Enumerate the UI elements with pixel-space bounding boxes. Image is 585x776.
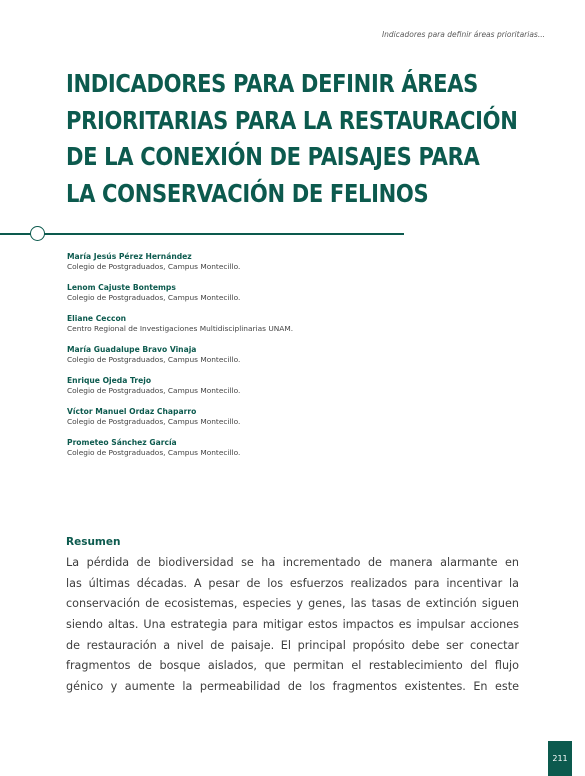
author-entry bbox=[67, 376, 467, 407]
author-name: Lenom Cajuste Bontemps bbox=[67, 283, 176, 292]
author-name: Víctor Manuel Ordaz Chaparro bbox=[67, 407, 197, 416]
author-affiliation: Colegio de Postgraduados, Campus Montecillo. bbox=[67, 355, 241, 364]
author-entry bbox=[67, 345, 467, 376]
abstract-line: conservación de ecosistemas, especies y genes, las tasas de extinción siguen bbox=[66, 597, 519, 611]
author-affiliation: Colegio de Postgraduados, Campus Montecillo. bbox=[67, 262, 241, 271]
author-name: Eliane Ceccon bbox=[67, 314, 127, 323]
author-entry bbox=[67, 314, 467, 345]
title-line: PRIORITARIAS PARA LA RESTAURACIÓN bbox=[66, 105, 518, 135]
abstract-line: siendo altas. Una estrategia para mitigar estos impactos es impulsar acciones bbox=[66, 618, 519, 632]
author-entry bbox=[67, 252, 467, 283]
author-affiliation: Colegio de Postgraduados, Campus Montecillo. bbox=[67, 417, 241, 426]
running-head: Indicadores para definir áreas prioritarias... bbox=[381, 30, 545, 39]
author-name: Enrique Ojeda Trejo bbox=[67, 376, 152, 385]
abstract-line: La pérdida de biodiversidad se ha incrementado de manera alarmante en bbox=[66, 556, 519, 569]
abstract-line: génico y aumente la permeabilidad de los fragmentos existentes. En este bbox=[66, 680, 519, 694]
author-entry bbox=[67, 283, 467, 314]
title-line: INDICADORES PARA DEFINIR ÁREAS bbox=[66, 69, 479, 98]
abstract-heading: Resumen bbox=[66, 536, 121, 548]
page-number: 211 bbox=[552, 754, 568, 763]
author-affiliation: Centro Regional de Investigaciones Multidisciplinarias UNAM. bbox=[67, 324, 294, 333]
author-list bbox=[67, 252, 467, 469]
abstract-line: de restauración a nivel de paisaje. El principal propósito debe ser conectar bbox=[66, 638, 519, 652]
author-entry bbox=[67, 438, 467, 469]
author-name: María Guadalupe Bravo Vinaja bbox=[67, 345, 197, 354]
author-affiliation: Colegio de Postgraduados, Campus Montecillo. bbox=[67, 293, 241, 302]
title-line: LA CONSERVACIÓN DE FELINOS bbox=[66, 178, 429, 208]
author-name: Prometeo Sánchez García bbox=[67, 438, 177, 447]
author-entry bbox=[67, 407, 467, 438]
author-name: María Jesús Pérez Hernández bbox=[67, 252, 192, 261]
title-line: DE LA CONEXIÓN DE PAISAJES PARA bbox=[66, 142, 480, 171]
author-affiliation: Colegio de Postgraduados, Campus Montecillo. bbox=[67, 448, 241, 457]
abstract-body bbox=[66, 553, 519, 698]
author-affiliation: Colegio de Postgraduados, Campus Montecillo. bbox=[67, 386, 241, 395]
page-number-tab bbox=[548, 741, 572, 776]
article-title bbox=[66, 66, 518, 212]
divider-line bbox=[0, 233, 404, 235]
divider-circle-icon bbox=[30, 226, 45, 241]
abstract-line: las últimas décadas. A pesar de los esfuerzos realizados para incentivar la bbox=[66, 576, 519, 590]
abstract-line: fragmentos de bosque aislados, que permitan el restablecimiento del flujo bbox=[66, 659, 519, 673]
